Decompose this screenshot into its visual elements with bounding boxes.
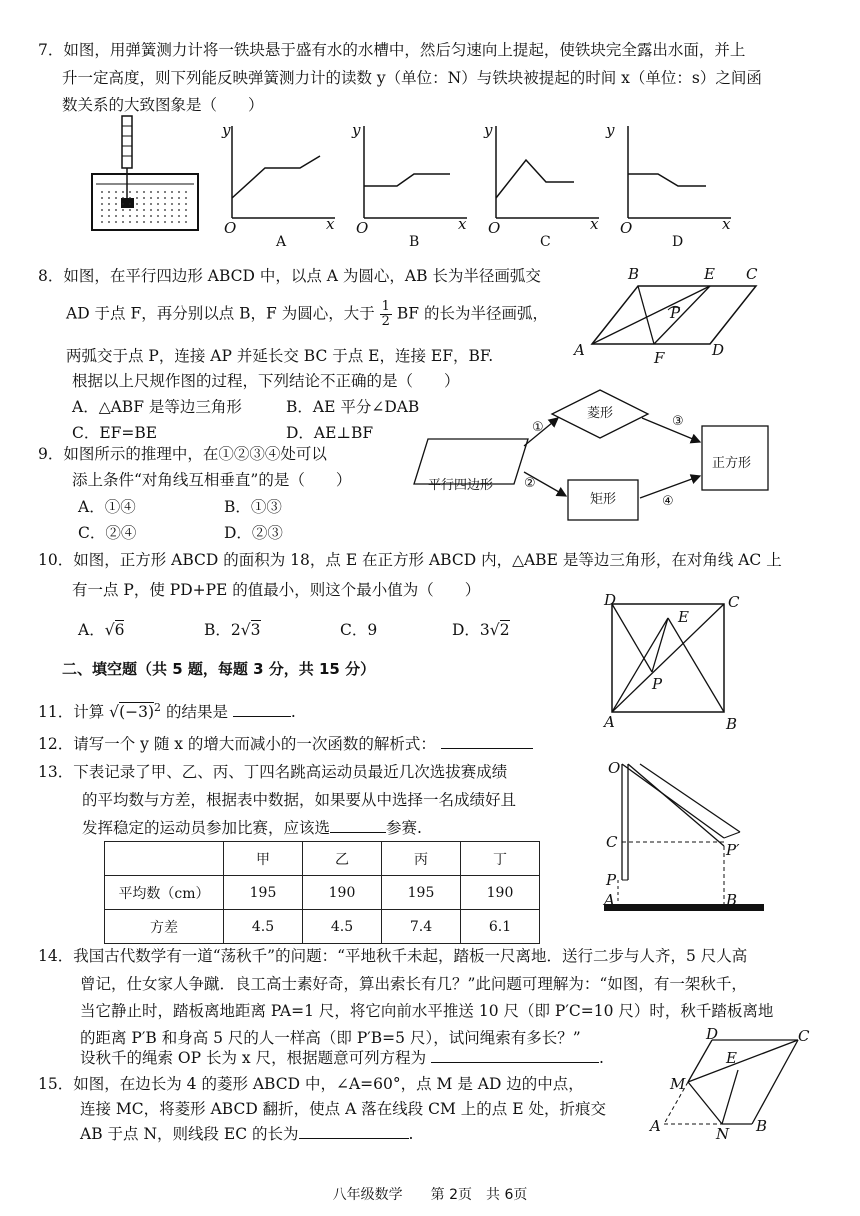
q8-option-b: B．AE 平分∠DAB [286,398,420,416]
q8-label-d: D [712,341,725,359]
q15-label-b: B [756,1117,768,1135]
q14-label-p-prime: P′ [726,841,740,859]
q13-line-2: 的平均数与方差，根据表中数据，如果要从中选择一名成绩好且 [82,791,517,809]
q14-label-a: A [604,891,615,909]
q7-option-c-label: C [540,234,551,250]
q15-line-3: AB 于点 N，则线段 EC 的长为 . [80,1125,414,1143]
table-header-cell: 乙 [303,842,382,876]
q9-flow-c3: ③ [672,414,684,429]
q7-graph-c-origin: O [488,219,501,237]
q14-swing-figure [600,756,770,916]
q8-option-c: C．EF=BE [72,424,158,442]
q7-graph-a-origin: O [224,219,237,237]
q7-graph-a-x: x [326,215,335,233]
q10-label-c: C [728,593,740,611]
q8-label-b: B [628,265,640,283]
q9-line-1: 9．如图所示的推理中，在①②③④处可以 [38,445,327,463]
q14-label-o: O [608,759,621,777]
q9-option-c: C．②④ [78,524,137,542]
q8-line-2: AD 于点 F，再分别以点 B，F 为圆心，大于 $\frac{1}{2}$ BF 的长为半径画弧， [66,299,548,329]
q10-option-a: A．√6 [78,621,125,639]
q10-label-d: D [604,591,617,609]
q9-option-a: A．①④ [78,498,136,516]
table-cell: 4.5 [224,910,303,944]
q7-line-3: 数关系的大致图象是（ ） [62,96,264,114]
q7-graph-d-origin: O [620,219,633,237]
q7-option-b-label: B [409,234,420,250]
q10-line-1: 10．如图，正方形 ABCD 的面积为 18，点 E 在正方形 ABCD 内，△ABE 是等边三角形，在对角线 AC 上 [38,551,782,569]
q8-label-p: P [670,304,681,322]
q10-label-p: P [652,675,663,693]
q14-label-c: C [606,833,618,851]
table-cell: 方差 [105,910,224,944]
q7-graph-a-y: y [222,121,231,139]
q15-label-n: N [716,1125,730,1143]
table-row [105,910,540,944]
q13-line-1: 13．下表记录了甲、乙、丙、丁四名跳高运动员最近几次选拔赛成绩 [38,763,508,781]
q7-graph-d-y: y [606,121,615,139]
q14-line-4: 的距离 P′B 和身高 5 尺的人一样高（即 P′B=5 尺），试问绳索有多长？” [80,1029,581,1047]
table-cell: 平均数（cm） [105,876,224,910]
table-header-cell: 甲 [224,842,303,876]
q9-flow-c1: ① [532,420,544,435]
graph-b [364,126,467,218]
q12-answer-blank[interactable] [441,734,533,749]
q11-answer-blank[interactable] [233,702,291,717]
table-cell: 7.4 [382,910,461,944]
q15-label-m: M [670,1075,686,1093]
table-cell: 190 [303,876,382,910]
q7-line-2: 升一定高度，则下列能反映弹簧测力计的读数 y（单位：N）与铁块被提起的时间 x（单位：s）之间函 [62,69,762,87]
q8-line-4: 根据以上尺规作图的过程，下列结论不正确的是（ ） [72,372,460,390]
q7-graph-b-x: x [458,215,467,233]
table-row [105,876,540,910]
q8-option-a: A．△ABF 是等边三角形 [72,398,242,416]
q10-label-a: A [604,713,615,731]
q14-answer-blank[interactable] [431,1048,599,1063]
table-cell: 6.1 [461,910,540,944]
table-header-cell: 丙 [382,842,461,876]
q15-line-2: 连接 MC，将菱形 ABCD 翻折，使点 A 落在线段 CM 上的点 E 处，折痕交 [80,1100,606,1118]
q15-label-e: E [726,1049,737,1067]
q8-line-1: 8．如图，在平行四边形 ABCD 中，以点 A 为圆心，AB 长为半径画弧交 [38,267,541,285]
q9-flow-rectangle: 矩形 [590,492,617,507]
q10-label-e: E [678,608,689,626]
q14-line-1: 14．我国古代数学有一道“荡秋千”的问题：“平地秋千未起，踏板一尺离地．送行二步与人齐，5 尺人高 [38,947,748,965]
graph-d [628,126,731,218]
q8-label-a: A [574,341,585,359]
q14-label-b: B [726,891,738,909]
q9-option-d: D．②③ [224,524,283,542]
q14-line-5: 设秋千的绳索 OP 长为 x 尺，根据题意可列方程为 . [80,1049,604,1067]
q15-answer-blank[interactable] [299,1124,409,1139]
table-cell: 190 [461,876,540,910]
q9-flow-c4: ④ [662,494,674,509]
q10-line-2: 有一点 P，使 PD+PE 的值最小，则这个最小值为（ ） [72,581,481,599]
q7-graph-b-y: y [352,121,361,139]
q14-line-2: 曾记，仕女家人争蹴．良工高士素好奇，算出索长有几？”此问题可理解为：“如图，有一架秋千， [80,975,747,993]
q8-option-d: D．AE⊥BF [286,424,374,442]
table-cell: 4.5 [303,910,382,944]
q14-label-p: P [606,871,617,889]
q9-flow-rhombus: 菱形 [587,406,614,421]
q13-answer-blank[interactable] [330,818,386,833]
q10-label-b: B [726,715,738,733]
q9-flow-square: 正方形 [712,456,752,471]
q8-label-c: C [746,265,758,283]
page-footer: 八年级数学 第 2页 共 6页 [332,1187,528,1203]
q15-label-d: D [706,1025,719,1043]
table-header-cell: 丁 [461,842,540,876]
section-2-title: 二、填空题（共 5 题，每题 3 分，共 15 分） [62,660,376,678]
q7-graph-d-x: x [722,215,731,233]
q9-option-b: B．①③ [224,498,282,516]
q8-label-f: F [654,349,665,367]
q7-graph-c-y: y [484,121,493,139]
table-header-cell [105,842,224,876]
q7-tank-figure [86,112,206,242]
q15-line-1: 15．如图，在边长为 4 的菱形 ABCD 中，∠A=60°，点 M 是 AD 边的中点， [38,1075,584,1093]
graph-c [496,126,599,218]
q9-line-2: 添上条件“对角线互相垂直”的是（ ） [72,471,352,489]
q7-graph-b-origin: O [356,219,369,237]
q10-option-d: D．3√2 [452,621,510,639]
q10-option-c: C．9 [340,621,378,639]
q9-flow-c2: ② [524,476,536,491]
q7-option-a-label: A [276,234,287,250]
q8-fraction: $\frac{1}{2}$ [381,299,390,329]
q8-label-e: E [704,265,715,283]
q14-line-3: 当它静止时，踏板离地距离 PA=1 尺，将它向前水平推送 10 尺（即 P′C=10 尺）时，秋千踏板离地 [80,1002,774,1020]
q10-option-b: B．2√3 [204,621,261,639]
q15-label-a: A [650,1117,661,1135]
q9-flow-parallelogram: 平行四边形 [428,478,494,493]
graph-a [232,126,335,218]
q13-stats-table [104,841,540,944]
q8-line-3: 两弧交于点 P，连接 AP 并延长交 BC 于点 E，连接 EF，BF. [66,347,494,365]
q7-option-d-label: D [672,234,684,250]
table-header-row [105,842,540,876]
table-cell: 195 [224,876,303,910]
q13-line-3: 发挥稳定的运动员参加比赛，应该选 参赛. [82,819,422,837]
q7-graph-c-x: x [590,215,599,233]
q11-line: 11．计算 $√(-3)^2$ 的结果是 . [38,701,296,722]
q10-square-figure [604,598,734,718]
table-cell: 195 [382,876,461,910]
q15-label-c: C [798,1027,810,1045]
q12-line: 12．请写一个 y 随 x 的增大而减小的一次函数的解析式： [38,734,533,754]
q7-line-1: 7．如图，用弹簧测力计将一铁块悬于盛有水的水槽中，然后匀速向上提起，使铁块完全露出水面，并上 [38,41,746,59]
